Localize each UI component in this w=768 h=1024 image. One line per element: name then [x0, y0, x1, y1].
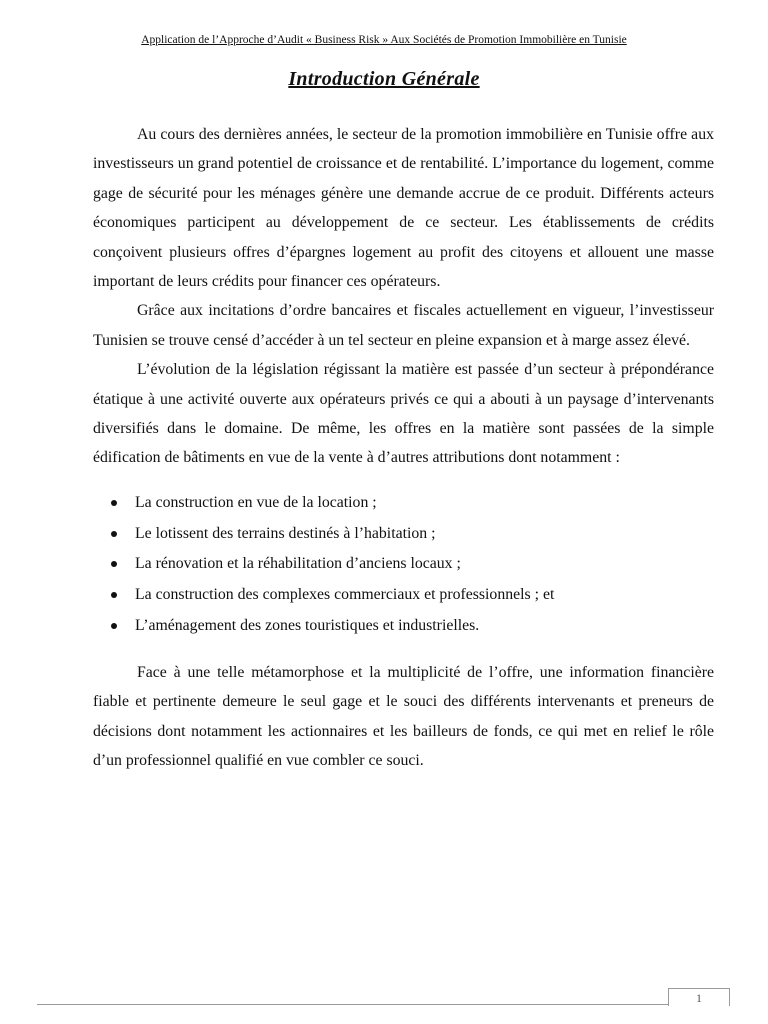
footer-divider [37, 1004, 668, 1005]
paragraph-3: L’évolution de la législation régissant la matière est passée d’un secteur à prépondérance étatique à une activité ouverte aux opérateurs privés ce qui a abouti à un paysage d’intervenants diversifiés dans le domaine. De même, les offres en la matière sont passées de la simple édification de bâtiments en vue de la vente à d’autres attributions dont notamment : [93, 361, 714, 467]
bullet-icon [111, 500, 117, 506]
list-item [111, 549, 714, 580]
bullet-icon [111, 592, 117, 598]
paragraph-2: Grâce aux incitations d’ordre bancaires et fiscales actuellement en vigueur, l’investisseur Tunisien se trouve censé d’accéder à un tel secteur en pleine expansion et à marge assez élevé. [93, 302, 714, 349]
list-item [111, 519, 714, 550]
bullet-icon [111, 623, 117, 629]
running-header-text: Application de l’Approche d’Audit « Business Risk » Aux Sociétés de Promotion Immobilière en Tunisie [141, 34, 627, 46]
page-number: 1 [668, 988, 730, 1006]
list-item [111, 580, 714, 611]
body-content [93, 120, 714, 775]
list-item-text: La rénovation et la réhabilitation d’anciens locaux ; [135, 555, 461, 573]
bullet-icon [111, 531, 117, 537]
list-item [111, 488, 714, 519]
bullet-list [93, 488, 714, 642]
list-item-text: La construction des complexes commerciaux et professionnels ; et [135, 586, 555, 604]
page-title: Introduction Générale [288, 68, 480, 90]
list-item-text: L’aménagement des zones touristiques et industrielles. [135, 617, 480, 635]
list-item-text: La construction en vue de la location ; [135, 493, 377, 511]
bullet-icon [111, 561, 117, 567]
paragraph-1: Au cours des dernières années, le secteur de la promotion immobilière en Tunisie offre aux investisseurs un grand potentiel de croissance et de rentabilité. L’importance du logement, comme gage de sécurité pour les ménages génère une demande accrue de ce produit. Différents acteurs économiques participent au développement de ce secteur. Les établissements de crédits conçoivent plusieurs offres d’épargnes logement au profit des citoyens et allouent une masse important de leurs crédits pour financer ces opérateurs. [93, 126, 714, 291]
list-item [111, 611, 714, 642]
closing-paragraph: Face à une telle métamorphose et la multiplicité de l’offre, une information financière fiable et pertinente demeure le seul gage et le souci des différents intervenants et preneurs de décisions dont notamment les actionnaires et les bailleurs de fonds, ce qui met en relief le rôle d’un professionnel qualifié en vue combler ce souci. [93, 663, 714, 770]
list-item-text: Le lotissent des terrains destinés à l’habitation ; [135, 524, 436, 542]
running-header [0, 33, 768, 47]
